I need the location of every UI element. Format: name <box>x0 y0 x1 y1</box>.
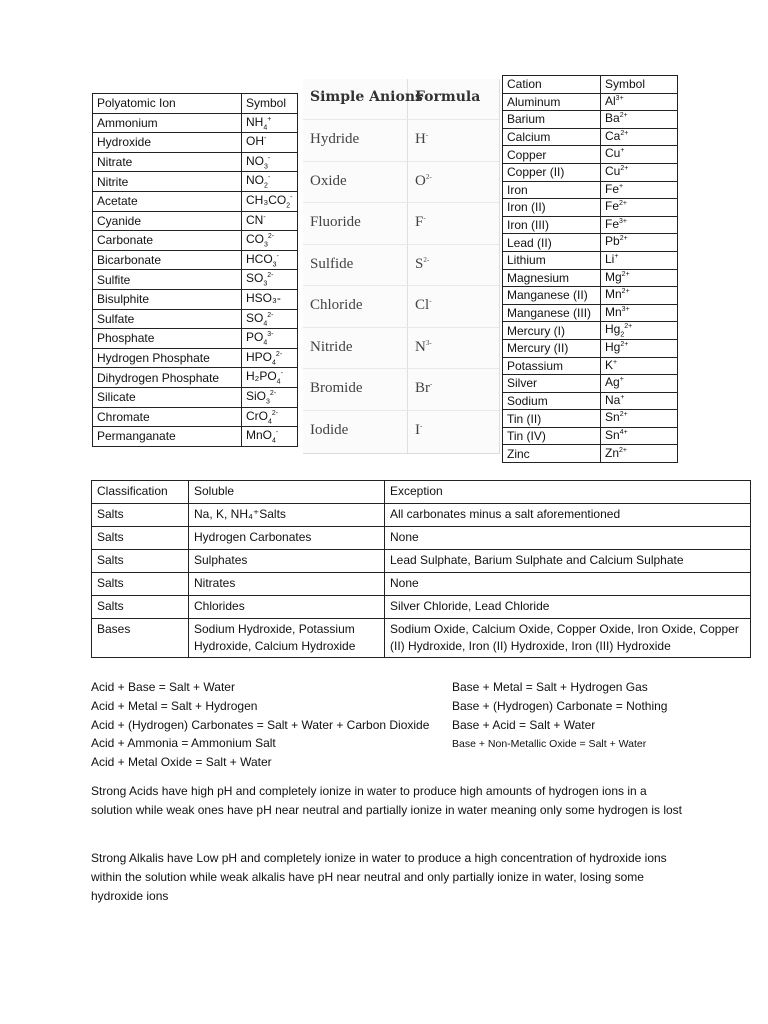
symbol-base: Sn <box>605 410 620 425</box>
symbol-charge: 2+ <box>624 323 633 331</box>
ion-symbol <box>601 322 678 340</box>
table-header-row <box>92 481 751 504</box>
symbol-charge: - <box>280 370 283 378</box>
symbol-charge: - <box>267 154 271 162</box>
table-row <box>92 527 751 550</box>
table-row <box>92 504 751 527</box>
table-row <box>93 191 298 211</box>
base-equation: Base + (Hydrogen) Carbonate = Nothing <box>452 698 668 713</box>
exception-cell: Lead Sulphate, Barium Sulphate and Calcium Sulphate <box>385 550 751 573</box>
anions-header-name: Simple Anions <box>310 89 423 105</box>
symbol-base: Mn <box>605 287 622 302</box>
symbol-base: SiO <box>246 389 267 403</box>
exception-cell: None <box>385 527 751 550</box>
ion-name: Silver <box>503 375 601 393</box>
symbol-charge: 2+ <box>619 200 627 208</box>
ion-name: Carbonate <box>93 231 242 251</box>
ion-name: Calcium <box>503 128 601 146</box>
anion-formula <box>415 131 428 148</box>
table-row <box>503 304 678 322</box>
symbol-charge: - <box>276 252 279 260</box>
soluble-cell: Nitrates <box>189 573 385 596</box>
symbol-base: NO <box>246 173 264 188</box>
ion-name: Permanganate <box>93 427 242 447</box>
ion-symbol <box>601 181 678 199</box>
table-row <box>93 289 298 309</box>
ion-name: Sulfite <box>93 270 242 290</box>
base-equation: Base + Non-Metallic Oxide = Salt + Water <box>452 738 647 751</box>
symbol-base: K <box>605 357 614 372</box>
acid-equation: Acid + Metal Oxide = Salt + Water <box>91 755 272 770</box>
anion-name: Bromide <box>310 380 363 396</box>
header-cell: Classification <box>92 481 189 504</box>
table-header-row <box>503 76 678 94</box>
table-row <box>503 287 678 305</box>
strong-alkalis-paragraph: Strong Alkalis have Low pH and completely ionize in water to produce a high concentration of hydroxide ions within the solution while weak alkalis have pH near neutral and only partially ionize in water, losing some hydroxide ions <box>91 851 667 903</box>
symbol-base: Li <box>605 252 615 267</box>
symbol-charge: 2- <box>267 311 274 319</box>
header-cell: Soluble <box>189 481 385 504</box>
soluble-cell: Hydrogen Carbonates <box>189 527 385 550</box>
ion-name: Mercury (II) <box>503 339 601 357</box>
symbol-base: Ba <box>605 111 620 126</box>
symbol-charge: 2+ <box>620 129 629 137</box>
ion-symbol <box>601 269 678 287</box>
table-row <box>93 270 298 290</box>
symbol-base: Cu <box>605 146 621 161</box>
table-header-row <box>93 94 298 114</box>
formula-base: Br <box>415 380 430 396</box>
strong-acids-paragraph: Strong Acids have high pH and completely ionize in water to produce high amounts of hydrogen ions in a solution while weak ones have pH near neutral and partially ionize in water meaning only some hydrogen is lost <box>91 784 682 817</box>
formula-charge: - <box>429 297 432 305</box>
anion-name: Iodide <box>310 421 349 438</box>
anion-row <box>303 161 499 202</box>
classification-cell: Salts <box>92 596 189 619</box>
ion-name: Cyanide <box>93 211 242 231</box>
symbol-charge: 3+ <box>619 217 627 225</box>
symbol-charge: 2+ <box>621 270 630 278</box>
table-row <box>503 128 678 146</box>
ion-symbol <box>242 387 298 407</box>
table-row <box>503 216 678 234</box>
ion-name: Sodium <box>503 392 601 410</box>
ion-name: Lead (II) <box>503 234 601 252</box>
ion-name: Silicate <box>93 387 242 407</box>
formula-base: N <box>415 338 426 355</box>
symbol-subscript: 4 <box>272 437 276 445</box>
ion-name: Iron (III) <box>503 216 601 234</box>
symbol-charge: 4+ <box>619 428 628 436</box>
symbol-base: HSO₃- <box>246 291 281 306</box>
anion-formula <box>415 422 422 439</box>
ion-symbol <box>242 250 298 270</box>
ion-name: Bicarbonate <box>93 250 242 270</box>
anion-formula <box>415 256 429 273</box>
symbol-subscript: 4 <box>272 359 276 367</box>
table-row <box>93 250 298 270</box>
table-row <box>93 172 298 192</box>
anion-row <box>303 327 499 368</box>
symbol-base: SO <box>246 310 264 325</box>
symbol-subscript: 3 <box>272 261 277 269</box>
symbol-charge: - <box>264 135 267 143</box>
anion-name: Oxide <box>310 172 347 189</box>
exception-cell: Sodium Oxide, Calcium Oxide, Copper Oxide, Iron Oxide, Copper (II) Hydroxide, Iron (II) Hydroxide, Iron (III) Hydroxide <box>385 619 751 658</box>
table-row <box>503 181 678 199</box>
symbol-subscript: 3 <box>263 280 268 288</box>
ion-symbol <box>601 410 678 428</box>
symbol-charge: - <box>275 429 279 437</box>
symbol-charge: 2+ <box>619 446 627 454</box>
ion-name: Chromate <box>93 407 242 427</box>
ion-symbol <box>242 113 298 133</box>
symbol-base: PO <box>246 330 264 345</box>
ion-symbol <box>601 199 678 217</box>
symbol-base: Na <box>605 392 621 407</box>
formula-charge: 3- <box>425 338 432 347</box>
anion-formula <box>415 380 432 397</box>
acid-equation: Acid + Metal = Salt + Hydrogen <box>91 698 258 713</box>
symbol-charge: - <box>290 194 293 202</box>
table-row <box>92 619 751 658</box>
formula-base: Cl <box>415 297 430 313</box>
symbol-base: Mn <box>605 304 622 319</box>
symbol-charge: - <box>267 174 271 182</box>
symbol-base: Fe <box>605 181 620 196</box>
anion-formula <box>415 214 426 231</box>
symbol-charge: + <box>619 182 624 190</box>
symbol-charge: + <box>619 376 624 384</box>
header-cell: Polyatomic Ion <box>93 94 242 114</box>
table-row <box>503 163 678 181</box>
ion-name: Magnesium <box>503 269 601 287</box>
symbol-base: Zn <box>605 445 620 460</box>
symbol-base: HPO <box>246 349 273 364</box>
symbol-subscript: 3 <box>264 241 268 249</box>
symbol-charge: 3+ <box>615 94 624 102</box>
symbol-charge: + <box>267 115 272 123</box>
table-row <box>503 93 678 111</box>
symbol-base: CO <box>246 232 264 247</box>
symbol-base: HCO <box>246 251 273 266</box>
symbol-subscript: 4 <box>263 339 268 347</box>
ion-symbol <box>242 348 298 368</box>
ion-name: Mercury (I) <box>503 322 601 340</box>
table-row <box>503 392 678 410</box>
table-row <box>93 152 298 172</box>
anion-row <box>303 119 499 160</box>
symbol-charge: 2+ <box>620 165 629 173</box>
symbol-base: Cu <box>605 164 621 179</box>
ion-name: Sulfate <box>93 309 242 329</box>
ion-symbol <box>242 329 298 349</box>
anion-name: Sulfide <box>310 255 354 272</box>
symbol-base: H₂PO <box>246 369 277 384</box>
ion-symbol <box>242 427 298 447</box>
symbol-subscript: 2 <box>264 182 268 190</box>
ion-name: Potassium <box>503 357 601 375</box>
symbol-charge: 2- <box>267 233 275 241</box>
ion-symbol <box>242 152 298 172</box>
anion-formula <box>415 339 432 356</box>
ion-symbol <box>601 234 678 252</box>
ion-symbol <box>242 211 298 231</box>
base-equation: Base + Metal = Salt + Hydrogen Gas <box>452 680 648 694</box>
ion-name: Bisulphite <box>93 289 242 309</box>
symbol-subscript: 4 <box>268 417 272 425</box>
ion-symbol <box>601 392 678 410</box>
symbol-base: OH <box>246 134 264 149</box>
classification-cell: Salts <box>92 550 189 573</box>
ion-symbol <box>601 445 678 463</box>
table-row <box>93 368 298 388</box>
formula-base: O <box>415 172 426 189</box>
exception-cell: None <box>385 573 751 596</box>
symbol-charge: 2- <box>271 409 279 417</box>
ion-symbol <box>242 407 298 427</box>
anion-name: Fluoride <box>310 214 361 230</box>
anions-header-formula: Formula <box>415 89 481 105</box>
symbol-charge: 2+ <box>619 411 628 419</box>
symbol-charge: 2+ <box>619 112 628 120</box>
ion-name: Nitrate <box>93 152 242 172</box>
symbol-charge: 2- <box>269 390 277 397</box>
ion-symbol <box>242 289 298 309</box>
soluble-cell: Chlorides <box>189 596 385 619</box>
ion-symbol <box>601 287 678 305</box>
table-row <box>93 427 298 447</box>
ion-name: Acetate <box>93 191 242 211</box>
classification-cell: Bases <box>92 619 189 658</box>
ion-name: Copper <box>503 146 601 164</box>
soluble-cell: Sulphates <box>189 550 385 573</box>
formula-base: I <box>415 421 420 438</box>
formula-charge: - <box>423 214 426 222</box>
soluble-cell: Na, K, NH₄⁺Salts <box>189 504 385 527</box>
table-row <box>503 445 678 463</box>
symbol-charge: 2+ <box>619 235 628 243</box>
table-row <box>503 251 678 269</box>
ion-symbol <box>242 172 298 192</box>
symbol-base: NO <box>246 153 264 168</box>
table-row <box>503 146 678 164</box>
ion-name: Ammonium <box>93 113 242 133</box>
polyatomic-ion-table <box>92 93 298 447</box>
table-row <box>503 269 678 287</box>
anion-formula <box>415 297 432 314</box>
ion-name: Tin (II) <box>503 410 601 428</box>
anion-row <box>303 410 499 451</box>
table-row <box>503 199 678 217</box>
symbol-subscript: 2 <box>620 331 625 339</box>
table-row <box>92 550 751 573</box>
anion-name: Chloride <box>310 297 363 313</box>
ion-name: Tin (IV) <box>503 427 601 445</box>
symbol-charge: + <box>620 393 625 401</box>
table-row <box>92 573 751 596</box>
anion-row <box>303 202 499 243</box>
anion-name: Nitride <box>310 338 353 355</box>
ion-name: Iron (II) <box>503 199 601 217</box>
ion-name: Manganese (III) <box>503 304 601 322</box>
formula-base: H <box>415 131 426 147</box>
table-row <box>503 427 678 445</box>
ion-name: Hydrogen Phosphate <box>93 348 242 368</box>
table-row <box>93 231 298 251</box>
classification-cell: Salts <box>92 527 189 550</box>
symbol-subscript: 3 <box>264 163 268 171</box>
ion-symbol <box>601 93 678 111</box>
ion-name: Zinc <box>503 445 601 463</box>
table-row <box>93 348 298 368</box>
symbol-charge: 2- <box>267 272 274 280</box>
table-row <box>503 375 678 393</box>
header-cell: Symbol <box>242 94 298 114</box>
cation-table <box>502 75 678 463</box>
table-row <box>503 322 678 340</box>
base-equation: Base + Acid = Salt + Water <box>452 717 596 732</box>
symbol-charge: + <box>614 253 619 261</box>
anion-row <box>303 244 499 285</box>
table-row <box>503 339 678 357</box>
symbol-base: NH <box>246 114 264 129</box>
header-cell: Symbol <box>601 76 678 94</box>
classification-cell: Salts <box>92 573 189 596</box>
table-row <box>503 111 678 129</box>
symbol-base: CN <box>246 212 264 227</box>
acid-equation: Acid + (Hydrogen) Carbonates = Salt + Water + Carbon Dioxide <box>91 717 430 732</box>
table-row <box>503 357 678 375</box>
formula-charge: - <box>425 131 429 139</box>
ion-symbol <box>601 357 678 375</box>
symbol-base: Hg <box>605 340 621 354</box>
ion-name: Copper (II) <box>503 163 601 181</box>
ion-symbol <box>601 111 678 129</box>
symbol-charge: + <box>613 358 618 366</box>
ion-name: Dihydrogen Phosphate <box>93 368 242 388</box>
symbol-charge: 3+ <box>621 305 630 313</box>
ion-symbol <box>242 309 298 329</box>
symbol-base: Sn <box>605 427 620 442</box>
ion-symbol <box>601 216 678 234</box>
ion-name: Barium <box>503 111 601 129</box>
table-row <box>93 309 298 329</box>
symbol-charge: 2+ <box>620 341 629 348</box>
ion-symbol <box>242 231 298 251</box>
symbol-base: Mg <box>605 269 622 284</box>
table-row <box>93 113 298 133</box>
table-row <box>503 410 678 428</box>
exception-cell: Silver Chloride, Lead Chloride <box>385 596 751 619</box>
ion-name: Iron <box>503 181 601 199</box>
anion-name: Hydride <box>310 131 360 147</box>
symbol-base: CrO <box>246 408 268 423</box>
ion-symbol <box>601 251 678 269</box>
ion-symbol <box>601 163 678 181</box>
table-row <box>92 596 751 619</box>
ion-symbol <box>242 270 298 290</box>
acid-equation: Acid + Base = Salt + Water <box>91 680 235 694</box>
formula-charge: 2- <box>425 172 432 181</box>
symbol-base: Pb <box>605 234 620 249</box>
symbol-base: Al <box>605 93 616 108</box>
symbol-subscript: 3 <box>266 398 270 406</box>
table-row <box>93 133 298 153</box>
ion-name: Lithium <box>503 251 601 269</box>
symbol-base: Ca <box>605 128 621 143</box>
anion-formula <box>415 173 432 190</box>
symbol-base: Ag <box>605 375 620 390</box>
ion-symbol <box>601 427 678 445</box>
ion-name: Nitrite <box>93 172 242 192</box>
formula-charge: - <box>420 421 423 430</box>
acid-equation: Acid + Ammonia = Ammonium Salt <box>91 736 276 751</box>
formula-base: S <box>415 255 424 272</box>
classification-cell: Salts <box>92 504 189 527</box>
symbol-charge: 3- <box>267 331 274 339</box>
symbol-subscript: 4 <box>263 124 268 132</box>
header-cell: Exception <box>385 481 751 504</box>
ion-name: Aluminum <box>503 93 601 111</box>
table-row <box>93 407 298 427</box>
symbol-base: Fe <box>605 199 620 214</box>
header-cell: Cation <box>503 76 601 94</box>
symbol-subscript: 4 <box>276 378 281 386</box>
symbol-subscript: 4 <box>263 320 268 328</box>
symbol-base: CH₃CO <box>246 193 287 208</box>
symbol-charge: 2- <box>275 350 283 358</box>
table-row <box>93 329 298 349</box>
anion-row <box>303 368 499 409</box>
exception-cell: All carbonates minus a salt aforementioned <box>385 504 751 527</box>
formula-charge: - <box>430 380 433 388</box>
ion-symbol <box>601 128 678 146</box>
ion-symbol <box>601 146 678 164</box>
ion-symbol <box>601 339 678 357</box>
ion-symbol <box>601 375 678 393</box>
ion-name: Hydroxide <box>93 133 242 153</box>
formula-base: F <box>415 214 424 230</box>
ion-symbol <box>242 191 298 211</box>
solubility-table <box>91 480 751 658</box>
symbol-base: Hg <box>605 322 621 337</box>
ion-symbol <box>242 368 298 388</box>
symbol-subscript: 2 <box>286 202 291 210</box>
soluble-cell: Sodium Hydroxide, Potassium Hydroxide, Calcium Hydroxide <box>189 619 385 658</box>
table-row <box>503 234 678 252</box>
ion-symbol <box>601 304 678 322</box>
ion-symbol <box>242 133 298 153</box>
table-row <box>93 211 298 231</box>
symbol-base: SO <box>246 271 264 286</box>
symbol-base: MnO <box>246 428 273 443</box>
simple-anions-table <box>303 79 500 454</box>
symbol-base: Fe <box>605 216 620 231</box>
ion-name: Phosphate <box>93 329 242 349</box>
formula-charge: 2- <box>423 255 430 264</box>
ion-name: Manganese (II) <box>503 287 601 305</box>
anion-row <box>303 285 499 326</box>
table-row <box>93 387 298 407</box>
symbol-charge: - <box>263 213 266 221</box>
symbol-charge: 2+ <box>621 288 630 296</box>
symbol-charge: + <box>620 147 625 155</box>
